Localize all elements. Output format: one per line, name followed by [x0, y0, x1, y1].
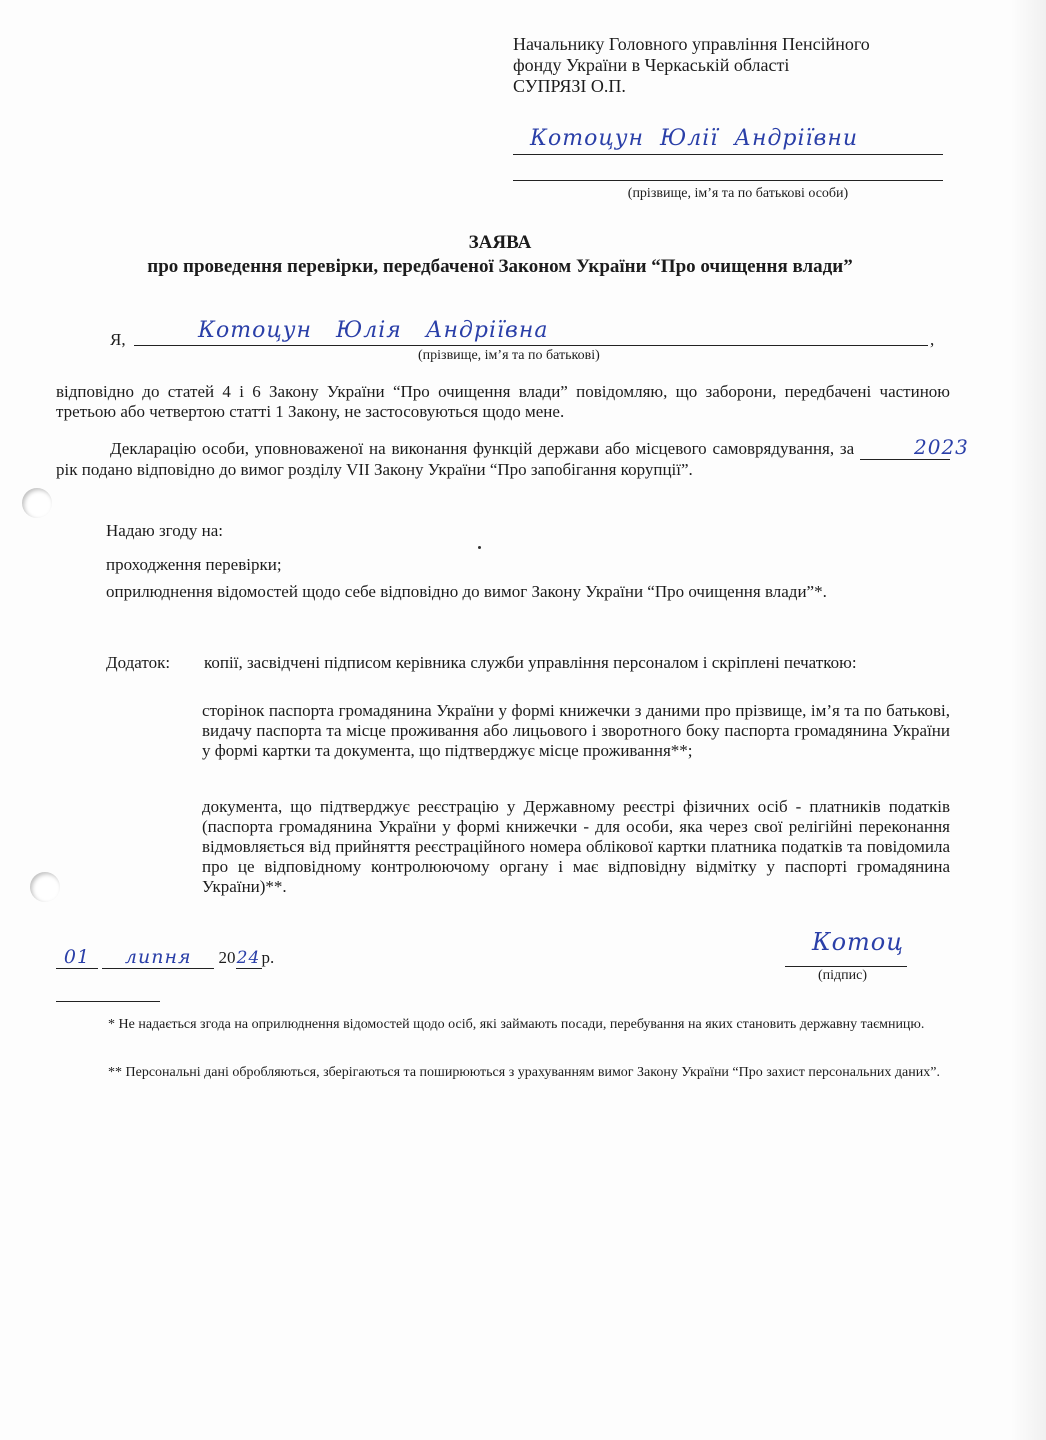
paragraph-declaration — [56, 435, 969, 480]
addressee-block — [513, 34, 943, 97]
date-month-handwritten: липня — [124, 946, 192, 968]
addressee-line-1: Начальнику Головного управління Пенсійного — [513, 34, 870, 54]
applicant-name-line — [513, 154, 943, 155]
signature-line — [785, 966, 907, 967]
applicant-name-handwritten: Котоцун Юлії Андріївни — [530, 126, 859, 151]
statement-caption: (прізвище, ім’я та по батькові) — [418, 348, 600, 363]
date-year-suffix: р. — [261, 948, 275, 967]
attachment-label: Додаток: — [106, 653, 171, 672]
punch-hole — [30, 872, 60, 902]
addressee-line-2: фонду України в Черкаській області — [513, 55, 790, 75]
declaration-year-handwritten: 2023 — [914, 435, 969, 459]
signature-handwritten: Котоц — [812, 928, 904, 956]
consent-check: проходження перевірки; — [106, 555, 282, 574]
statement-prefix: Я, — [110, 330, 126, 349]
statement-name-line — [134, 345, 928, 346]
declaration-text-part2: рік подано відповідно до вимог розділу VII Закону України “Про запобігання корупції”. — [56, 460, 693, 479]
document-subtitle: про проведення перевірки, передбаченої Законом України “Про очищення влади” — [147, 256, 853, 277]
footnote-separator — [56, 1001, 160, 1002]
addressee-line-3: СУПРЯЗІ О.П. — [513, 76, 626, 96]
document-title: ЗАЯВА — [468, 232, 532, 253]
punch-hole — [22, 488, 52, 518]
footnote-2: ** Персональні дані обробляються, зберігаються та поширюються з урахуванням вимог Закону України “Про захист персональних даних”. — [108, 1065, 940, 1080]
date-year-handwritten: 24 — [236, 948, 261, 968]
statement-comma: , — [930, 330, 935, 349]
declaration-year-field — [860, 435, 969, 460]
applicant-caption: (прізвище, ім’я та по батькові особи) — [627, 186, 849, 201]
paragraph-prohibitions: відповідно до статей 4 і 6 Закону України “Про очищення влади” повідомляю, що заборони, передбачені частиною третьою або четвертою статті 1 Закону, не застосовуються щодо мене. — [56, 382, 950, 421]
consent-publication: оприлюднення відомостей щодо себе відповідно до вимог Закону України “Про очищення влади”*. — [106, 582, 827, 601]
attachment-item-1: сторінок паспорта громадянина України у формі книжечки з даними про прізвище, ім’я та по батькові, видачу паспорта та місце проживання або лицьового і зворотного боку паспорта громадянина України у формі картки та документа, що підтверджує місце проживання**; — [202, 701, 950, 760]
date-line — [56, 946, 274, 969]
attachment-item-2: документа, що підтверджує реєстрацію у Державному реєстрі фізичних осіб - платників податків (паспорта громадянина України у формі книжечки - для особи, яка через свої релігійні переконання відмовляється від прийняття реєстраційного номера облікової картки платника податків та повідомила про це відповідному контролюючому органу і має відповідну відмітку у паспорті громадянина України)**. — [202, 797, 950, 896]
attachment-item-0: копії, засвідчені підписом керівника служби управління персоналом і скріплені печаткою: — [204, 653, 857, 672]
consent-intro: Надаю згоду на: — [106, 521, 224, 540]
date-day-handwritten: 01 — [63, 946, 91, 968]
scan-speck — [478, 546, 481, 549]
date-year-prefix: 20 — [218, 948, 236, 967]
declaration-text-part1: Декларацію особи, уповноваженої на виконання функцій держави або місцевого самоврядування, за — [110, 439, 855, 458]
scan-edge-shadow — [1010, 0, 1046, 1440]
signature-caption: (підпис) — [818, 968, 868, 983]
footnote-1: * Не надається згода на оприлюднення відомостей щодо осіб, які займають посади, перебування на яких становить державну таємницю. — [108, 1017, 925, 1032]
statement-name-handwritten: Котоцун Юлія Андріївна — [198, 318, 549, 343]
applicant-name-line-2 — [513, 180, 943, 181]
